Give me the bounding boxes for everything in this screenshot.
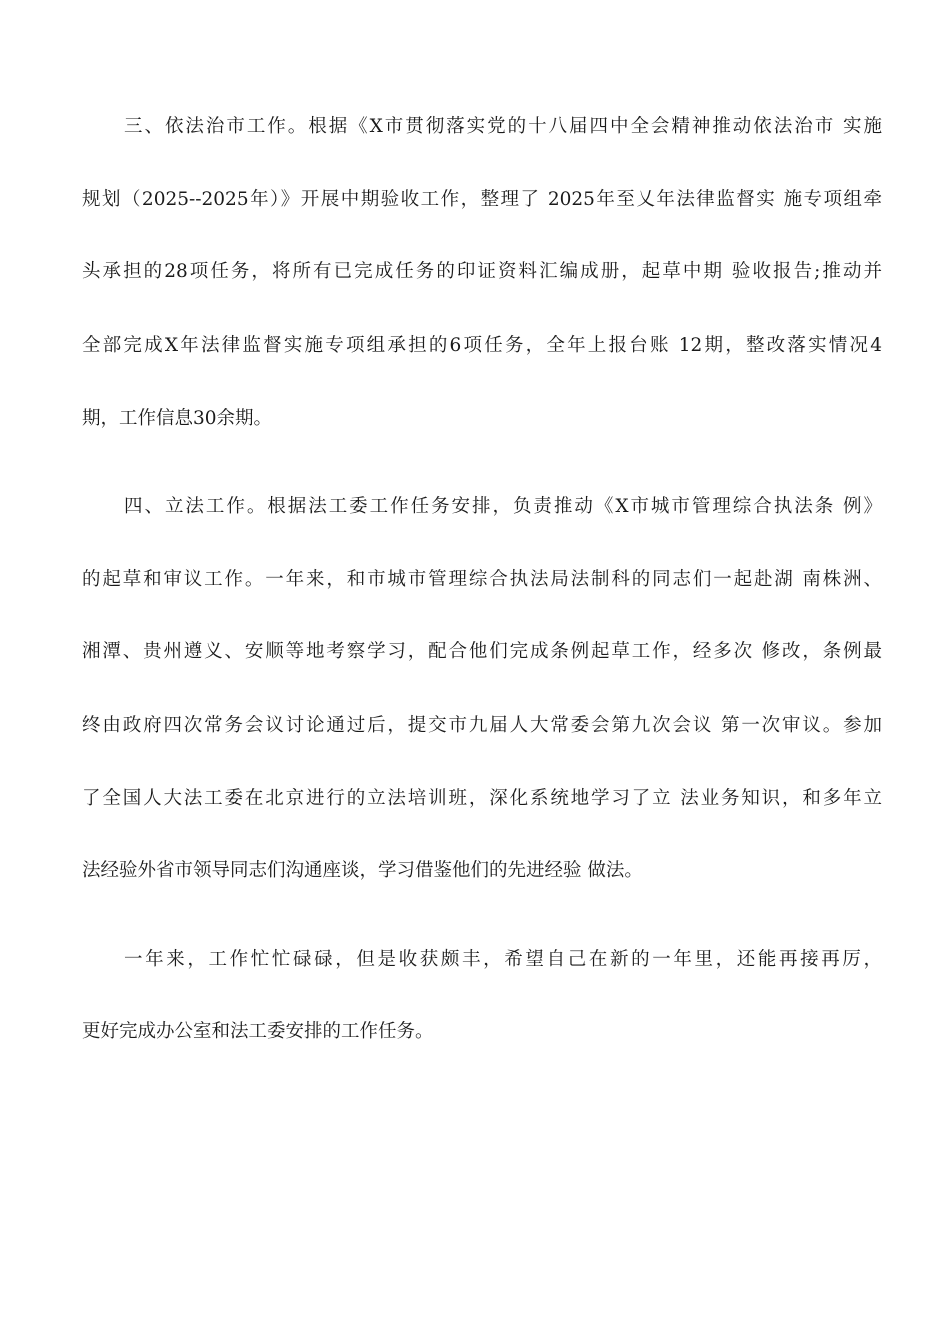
text-line: 了全国人大法工委在北京进行的立法培训班，深化系统地学习了立 法业务知识，和多年立 [82, 788, 882, 809]
text-line: 更好完成办公室和法工委安排的工作任务。 [82, 1021, 434, 1042]
text-line: 终由政府四次常务会议讨论通过后，提交市九届人大常委会第九次会议 第一次审议。参加 [82, 715, 882, 736]
text-line: 全部完成X年法律监督实施专项组承担的6项任务，全年上报台账 12期，整改落实情况4 [82, 335, 882, 356]
text-line: 法经验外省市领导同志们沟通座谈，学习借鉴他们的先进经验 做法。 [82, 860, 643, 881]
text-line: 湘潭、贵州遵义、安顺等地考察学习，配合他们完成条例起草工作，经多次 修改，条例最 [82, 641, 882, 662]
text-line: 的起草和审议工作。一年来，和市城市管理综合执法局法制科的同志们一起赴湖 南株洲、 [82, 569, 882, 590]
text-line: 期，工作信息30余期。 [82, 408, 273, 429]
text-line: 一年来，工作忙忙碌碌，但是收获颇丰，希望自己在新的一年里，还能再接再厉， [124, 949, 882, 970]
text-line: 规划（2025--2025年）》开展中期验收工作，整理了 2025年至乂年法律监督实 施专项组牵 [82, 189, 882, 210]
text-line: 头承担的28项任务，将所有已完成任务的印证资料汇编成册，起草中期 验收报告;推动并 [82, 261, 882, 282]
text-line: 三、依法治市工作。根据《X市贯彻落实党的十八届四中全会精神推动依法治市 实施 [124, 116, 882, 137]
text-line: 四、立法工作。根据法工委工作任务安排，负责推动《X市城市管理综合执法条 例》 [124, 496, 882, 517]
